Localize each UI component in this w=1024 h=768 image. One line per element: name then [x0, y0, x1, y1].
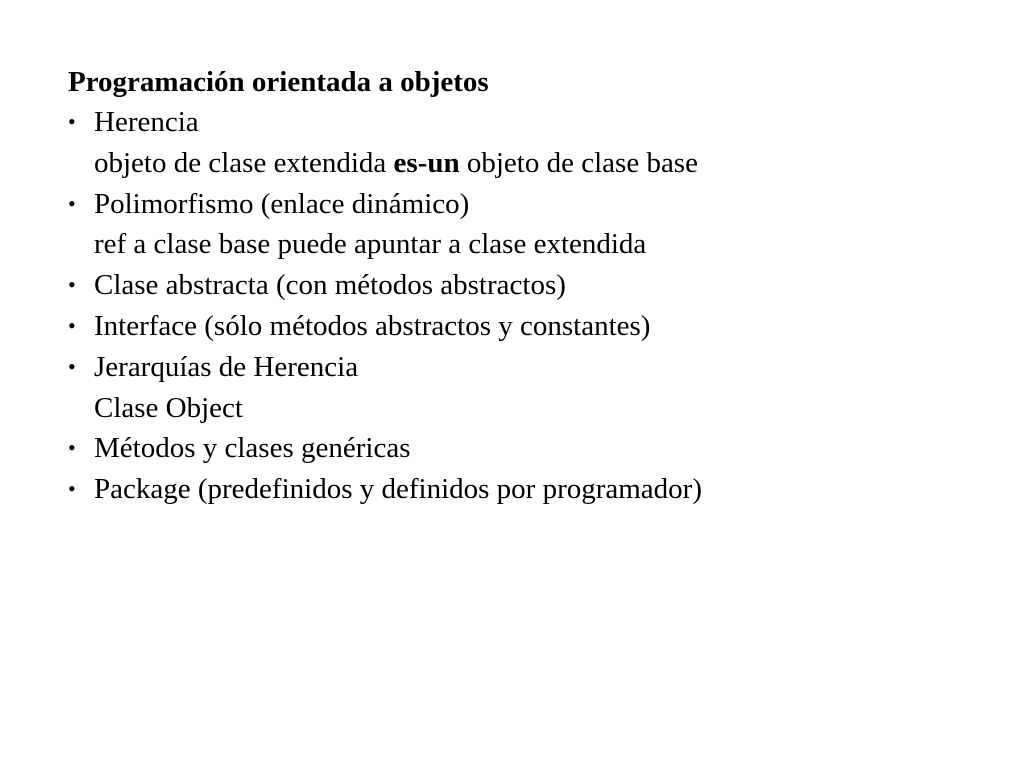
list-item-interface	[68, 306, 968, 347]
list-item-clase-abstracta	[68, 265, 968, 306]
list-item-genericos	[68, 428, 968, 469]
item-subtext: ref a clase base puede apuntar a clase extendida	[94, 228, 647, 261]
item-label: Métodos y clases genéricas	[94, 432, 411, 465]
bullet-icon: •	[68, 190, 76, 216]
item-label: Interface (sólo métodos abstractos y constantes)	[94, 309, 651, 342]
list-item-package	[68, 469, 968, 510]
bullet-icon: •	[68, 312, 76, 338]
list-item-herencia	[68, 102, 968, 184]
bullet-icon: •	[68, 109, 76, 134]
item-label: Package (predefinidos y definidos por programador)	[94, 473, 702, 506]
item-subtext-emphasis: es-un	[393, 146, 460, 179]
bullet-icon: •	[68, 353, 76, 379]
item-label: Herencia	[94, 106, 199, 138]
slide-title: Programación orientada a objetos	[68, 66, 489, 98]
bullet-icon: •	[68, 272, 76, 298]
list-item-jerarquias	[68, 347, 968, 429]
list-item-polimorfismo	[68, 184, 968, 266]
bullet-icon: •	[68, 435, 76, 461]
item-label: Jerarquías de Herencia	[94, 350, 359, 383]
item-label: Polimorfismo (enlace dinámico)	[94, 187, 470, 220]
bullet-icon: •	[68, 476, 76, 502]
item-subtext: objeto de clase extendida es-un objeto de clase base	[94, 146, 698, 179]
item-subtext: Clase Object	[94, 391, 243, 424]
item-label: Clase abstracta (con métodos abstractos)	[94, 269, 566, 302]
slide-content	[68, 62, 968, 510]
